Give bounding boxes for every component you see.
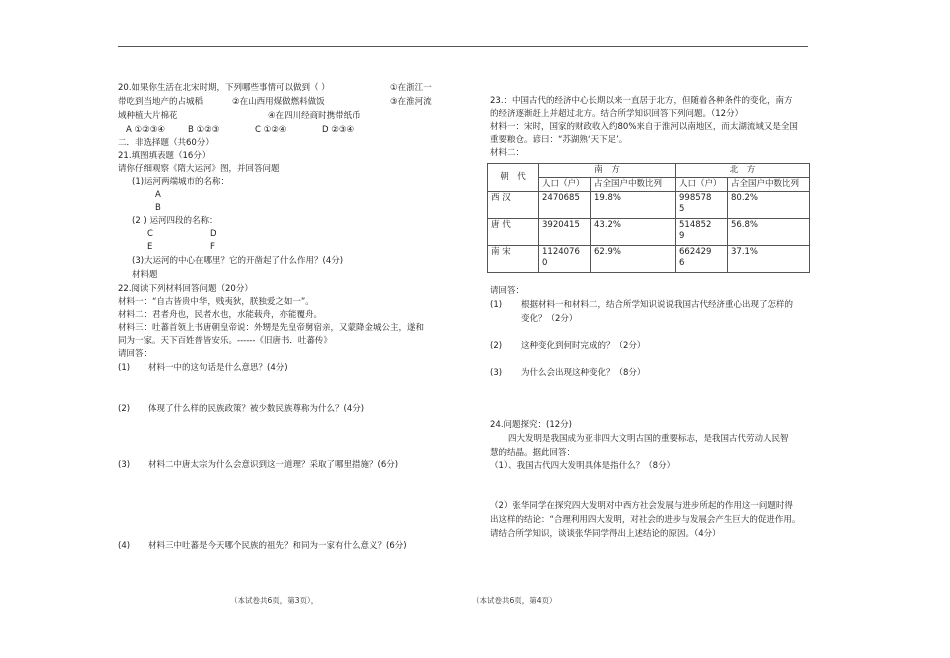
q22-material-3a: 材料三：吐蕃首领上书唐朝皇帝说：外甥是先皇帝舅宿亲，又蒙降金城公主，遂和 — [118, 323, 425, 333]
q21-blank-c: C — [147, 229, 153, 239]
table-header-row — [488, 164, 810, 178]
q20-line1: 20.如果你生活在北宋时期，下列哪些事情可以做到（ ） — [118, 83, 330, 93]
q21-blank-b: B — [155, 203, 161, 213]
q22-title: 22.阅读下列材料回答问题（20分） — [118, 284, 253, 294]
header-rule — [118, 46, 808, 47]
cell-dynasty: 唐 代 — [488, 219, 539, 246]
q20-choice-b: B ①②③ — [188, 125, 220, 135]
cell-north-pop — [676, 192, 728, 219]
cell-north-pct: 80.2% — [728, 192, 810, 219]
q21-blank-a: A — [155, 190, 161, 200]
cell-north-pop-line2: 5 — [679, 203, 685, 214]
q21-blank-e: E — [147, 242, 153, 252]
table-row — [488, 246, 810, 273]
cell-south-pop-line1: 2470685 — [542, 193, 580, 203]
q23-item-3-number: (3) — [490, 368, 503, 378]
q22-material-1: 材料一：“自古皆贵中华，贱夷狄，朕独爱之如一”。 — [118, 297, 314, 307]
cell-north-pop-line1: 514852 — [679, 220, 712, 230]
cell-south-pct: 19.8% — [591, 192, 676, 219]
section-heading: 二．非选择题（共60分） — [118, 138, 214, 148]
q24-sub2-line1: （2）张华同学在探究四大发明对中西方社会发展与进步所起的作用这一问题时得 — [490, 501, 793, 511]
q24-sub2-line2: 出这样的结论：“合理利用四大发明，对社会的进步与发展会产生巨大的促进作用。 — [490, 515, 801, 525]
q22-ask: 请回答： — [118, 349, 153, 359]
cell-north-pop — [676, 219, 728, 246]
q23-line5: 材料二： — [490, 148, 525, 158]
q22-item-1-number: (1) — [118, 363, 131, 373]
cell-south-pop-line1: 3920415 — [542, 220, 580, 230]
header-north: 北 方 — [676, 164, 810, 178]
table-row — [488, 192, 810, 219]
q23-item-1-number: (1) — [490, 300, 503, 310]
footer-page-3: （本试卷共6页，第3页）， — [230, 596, 319, 605]
q20-option-1: ①在浙江一 — [390, 83, 432, 93]
q22-item-3-text: 材料二中唐太宗为什么会意识到这一道理？采取了哪里措施？(6分) — [148, 460, 399, 470]
q21-intro: 请你仔细观察《隋大运河》图，并回答问题 — [118, 164, 280, 174]
q21-sub3: (3)大运河的中心在哪里？它的开凿起了什么作用？(4分) — [132, 256, 344, 266]
q23-item-1-line2: 变化？（2分） — [521, 314, 578, 324]
cell-south-pct: 43.2% — [591, 219, 676, 246]
cell-south-pop-line1: 1124076 — [542, 247, 580, 257]
q23-line1: 23.：中国古代的经济中心长期以来一直居于北方，但随着各种条件的变化，南方 — [490, 96, 793, 106]
header-dynasty: 朝 代 — [488, 164, 539, 192]
material-label: 材料题 — [132, 270, 158, 280]
cell-north-pop-line1: 998578 — [679, 193, 712, 203]
q20-line2: 带吃到当地产的占城稻 — [118, 97, 204, 107]
cell-south-pop — [539, 246, 591, 273]
cell-dynasty: 南 宋 — [488, 246, 539, 273]
header-north-pct: 占全国户中数比列 — [728, 178, 810, 192]
q20-option-2: ②在山西用煤做燃料做饭 — [232, 97, 325, 107]
q20-option-3: ③在淮河流 — [390, 97, 432, 107]
q23-line3: 材料一：宋时，国家的财政收入约80%来自于淮河以南地区，而太湖流域又是全国 — [490, 122, 798, 132]
q22-material-2: 材料二：君者舟也，民者水也，水能载舟，亦能覆舟。 — [118, 310, 323, 320]
cell-south-pop — [539, 219, 591, 246]
q20-choice-d: D ②③④ — [322, 125, 355, 135]
q23-item-1-line1: 根据材料一和材料二，结合所学知识说说我国古代经济重心出现了怎样的 — [521, 300, 794, 310]
q21-blank-f: F — [210, 242, 215, 252]
q22-material-3b: 同为一家。天下百姓普皆安乐。------《旧唐书．吐蕃传》 — [118, 336, 332, 346]
header-south-pop: 人口（户） — [539, 178, 591, 192]
cell-north-pop-line2: 6 — [679, 257, 685, 268]
table-row — [488, 219, 810, 246]
q21-sub2: (2 ) 运河四段的名称： — [132, 216, 218, 226]
q22-item-2-number: (2) — [118, 404, 131, 414]
q24-sub1: （1）、我国古代四大发明具体是指什么？（8分） — [490, 461, 676, 471]
cell-south-pop-line2: 0 — [542, 257, 548, 268]
footer-page-4: （本试卷共6页，第4页） — [472, 596, 557, 605]
cell-south-pct: 62.9% — [591, 246, 676, 273]
q23-item-2-text: 这种变化到何时完成的？（2分） — [521, 341, 646, 351]
q20-option-4: ④在四川经商时携带纸币 — [268, 111, 361, 121]
q21-blank-d: D — [210, 229, 217, 239]
q22-item-1-text: 材料一中的这句话是什么意思？(4分) — [148, 363, 288, 373]
q24-sub2-line3: 请结合所学知识，谈谈张华同学得出上述结论的原因。（4分） — [490, 529, 721, 539]
cell-dynasty: 西 汉 — [488, 192, 539, 219]
q23-item-2-number: (2) — [490, 341, 503, 351]
header-south: 南 方 — [539, 164, 676, 178]
cell-north-pop-line2: 9 — [679, 230, 685, 241]
q23-line4: 重要粮仓。谚曰：“苏湖熟‘天下足’。 — [490, 135, 628, 145]
q24-title: 24.问题探究：(12分) — [490, 420, 572, 430]
header-south-pct: 占全国户中数比列 — [591, 178, 676, 192]
q24-para1-line1: 四大发明是我国成为亚非四大文明古国的重要标志，是我国古代劳动人民智 — [508, 434, 789, 444]
q20-choice-c: C ①②④ — [255, 125, 287, 135]
header-north-pop: 人口（户） — [676, 178, 728, 192]
q21-sub1: (1)运河两端城市的名称： — [132, 177, 230, 187]
q22-item-4-text: 材料三中吐蕃是今天哪个民族的祖先？和同为一家有什么意义？(6分) — [148, 541, 407, 551]
population-table — [487, 163, 810, 273]
cell-north-pop — [676, 246, 728, 273]
q23-ask: 请回答： — [490, 286, 525, 296]
q22-item-4-number: (4) — [118, 541, 131, 551]
q22-item-2-text: 体现了什么样的民族政策？被少数民族尊称为什么？(4分) — [148, 404, 365, 414]
cell-north-pct: 37.1% — [728, 246, 810, 273]
cell-north-pop-line1: 662429 — [679, 247, 712, 257]
q23-line2: 的经济逐渐赶上并超过北方。结合所学知识回答下列问题。（12分） — [490, 109, 744, 119]
q20-line3: 域种植大片棉花 — [118, 111, 178, 121]
cell-south-pop — [539, 192, 591, 219]
q22-item-3-number: (3) — [118, 460, 131, 470]
q21-title: 21.填图填表题（16分） — [118, 151, 211, 161]
cell-north-pct: 56.8% — [728, 219, 810, 246]
q23-item-3-text: 为什么会出现这种变化？（8分） — [521, 368, 646, 378]
q24-para1-line2: 慧的结晶。据此回答： — [490, 448, 576, 458]
q20-choice-a: A ①②③④ — [126, 125, 165, 135]
